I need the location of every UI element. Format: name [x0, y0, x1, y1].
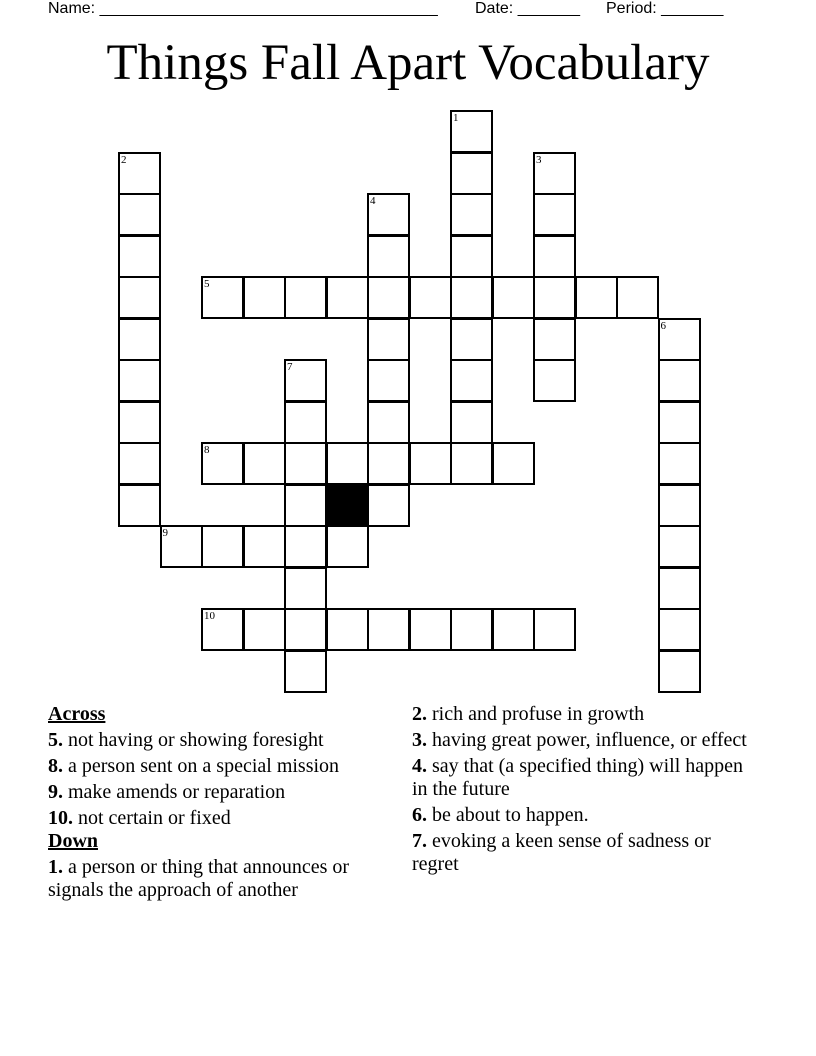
crossword-cell[interactable] [450, 608, 493, 651]
across-heading: Across [48, 703, 106, 725]
crossword-cell[interactable] [201, 608, 244, 651]
crossword-cell[interactable] [284, 650, 327, 693]
crossword-cell[interactable] [450, 193, 493, 236]
down-clue-2: 2. rich and profuse in growth [412, 703, 645, 725]
crossword-cell[interactable] [367, 193, 410, 236]
crossword-cell[interactable] [118, 152, 161, 195]
crossword-cell[interactable] [284, 442, 327, 485]
crossword-cell[interactable] [284, 525, 327, 568]
crossword-cell[interactable] [492, 608, 535, 651]
period-field[interactable]: Period: _______ [606, 0, 724, 17]
crossword-cell[interactable] [450, 152, 493, 195]
crossword-cell[interactable] [326, 608, 369, 651]
page-title: Things Fall Apart Vocabulary [106, 35, 710, 91]
crossword-cell[interactable] [409, 608, 452, 651]
down-clue-4: 4. say that (a specified thing) will happen in the future [412, 755, 744, 800]
clue-number: 2 [121, 153, 127, 166]
crossword-cell[interactable] [284, 608, 327, 651]
crossword-cell[interactable] [118, 359, 161, 402]
crossword-cell[interactable] [326, 525, 369, 568]
crossword-cell[interactable] [243, 442, 286, 485]
clue-number: 4 [370, 195, 376, 207]
crossword-cell[interactable] [533, 359, 576, 402]
crossword-cell[interactable] [367, 608, 410, 651]
clue-number: 9 [162, 527, 168, 539]
across-clue-10: 10. not certain or fixed [48, 807, 231, 829]
clue-column-left [48, 703, 400, 902]
crossword-cell[interactable] [326, 276, 369, 319]
crossword-cell[interactable] [492, 276, 535, 319]
across-clue-9: 9. make amends or reparation [48, 781, 286, 803]
crossword-cell[interactable] [367, 359, 410, 402]
crossword-cell[interactable] [533, 276, 576, 319]
crossword-cell[interactable] [118, 193, 161, 236]
crossword-cell[interactable] [450, 442, 493, 485]
crossword-cell[interactable] [450, 235, 493, 278]
crossword-cell[interactable] [658, 484, 701, 527]
crossword-cell[interactable] [533, 193, 576, 236]
crossword-cell[interactable] [367, 276, 410, 319]
crossword-cell[interactable] [367, 235, 410, 278]
crossword-cell[interactable] [409, 276, 452, 319]
crossword-cell[interactable] [201, 525, 244, 568]
crossword-cell[interactable] [450, 110, 493, 153]
crossword-cell[interactable] [284, 359, 327, 402]
crossword-cell[interactable] [450, 276, 493, 319]
crossword-cell[interactable] [533, 608, 576, 651]
crossword-cell[interactable] [243, 276, 286, 319]
crossword-cell[interactable] [284, 484, 327, 527]
down-clue-7: 7. evoking a keen sense of sadness or regret [412, 830, 711, 875]
down-clue-6: 6. be about to happen. [412, 804, 589, 826]
clue-number: 3 [536, 153, 542, 166]
crossword-cell[interactable] [450, 401, 493, 444]
crossword-cell[interactable] [118, 276, 161, 319]
clue-number: 6 [660, 319, 666, 332]
crossword-cell[interactable] [284, 567, 327, 610]
crossword-cell[interactable] [533, 318, 576, 361]
crossword-cell[interactable] [243, 608, 286, 651]
crossword-cell[interactable] [326, 442, 369, 485]
crossword-cell[interactable] [450, 318, 493, 361]
crossword-cell[interactable] [284, 401, 327, 444]
crossword-cell[interactable] [367, 318, 410, 361]
crossword-cell[interactable] [492, 442, 535, 485]
crossword-cell[interactable] [118, 401, 161, 444]
crossword-cell[interactable] [160, 525, 203, 568]
crossword-cell[interactable] [118, 484, 161, 527]
name-field[interactable]: Name: ______________________________________ [48, 0, 438, 17]
crossword-cell[interactable] [409, 442, 452, 485]
crossword-cell[interactable] [533, 235, 576, 278]
crossword-cell[interactable] [658, 650, 701, 693]
crossword-cell[interactable] [367, 401, 410, 444]
crossword-cell[interactable] [658, 442, 701, 485]
crossword-cell[interactable] [201, 442, 244, 485]
crossword-cell[interactable] [118, 318, 161, 361]
clue-number: 8 [204, 444, 210, 456]
crossword-cell[interactable] [658, 567, 701, 610]
date-field[interactable]: Date: _______ [475, 0, 580, 17]
down-clue-1: 1. a person or thing that announces or signals the approach of another [48, 856, 350, 901]
clue-number: 10 [204, 610, 215, 622]
crossword-cell[interactable] [367, 484, 410, 527]
down-heading: Down [48, 830, 99, 852]
crossword-cell[interactable] [658, 401, 701, 444]
crossword-cell[interactable] [616, 276, 659, 319]
across-clue-8: 8. a person sent on a special mission [48, 755, 340, 777]
crossword-cell[interactable] [533, 152, 576, 195]
crossword-cell[interactable] [284, 276, 327, 319]
clue-number: 1 [453, 112, 459, 124]
crossword-cell[interactable] [658, 525, 701, 568]
clue-number: 5 [204, 278, 210, 290]
crossword-cell[interactable] [243, 525, 286, 568]
crossword-cell[interactable] [450, 359, 493, 402]
crossword-cell[interactable] [201, 276, 244, 319]
black-square [326, 484, 369, 527]
crossword-cell[interactable] [658, 318, 701, 361]
crossword-cell[interactable] [118, 235, 161, 278]
down-clue-3: 3. having great power, influence, or effect [412, 729, 747, 751]
clue-column-right [412, 703, 747, 876]
crossword-cell[interactable] [658, 359, 701, 402]
clue-number: 7 [287, 361, 293, 373]
crossword-cell[interactable] [575, 276, 618, 319]
crossword-cell[interactable] [367, 442, 410, 485]
crossword-cell[interactable] [658, 608, 701, 651]
crossword-cell[interactable] [118, 442, 161, 485]
across-clue-5: 5. not having or showing foresight [48, 729, 324, 751]
